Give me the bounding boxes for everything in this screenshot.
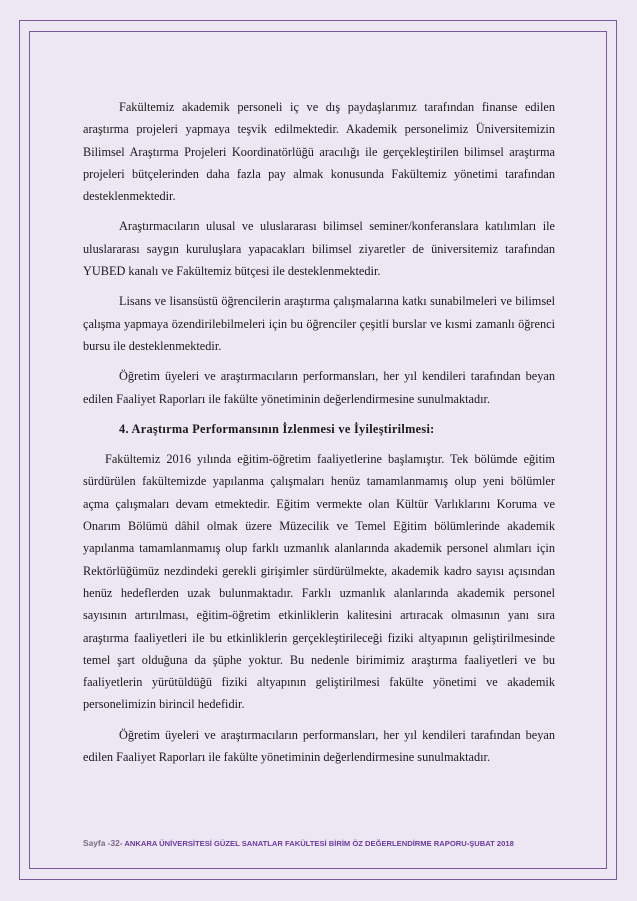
paragraph-performance-reports: Öğretim üyeleri ve araştırmacıların performansları, her yıl kendileri tarafından beyan edilen Faaliyet Raporları ile fakülte yönetiminin değerlendirmesine sunulmaktadır.	[83, 727, 555, 765]
paragraph-conference-support: Araştırmacıların ulusal ve uluslararası bilimsel seminer/konferanslara katılımları ile uluslararası saygın kuruluşlara yapacakları bilimsel ziyaretler de üniversitemiz tarafından YUBED kanalı ve Fakültemiz bütçesi ile desteklenmektedir.	[83, 219, 555, 279]
page-number: Sayfa -32-	[83, 838, 123, 848]
paragraph-activity-reports: Öğretim üyeleri ve araştırmacıların performansları, her yıl kendileri tarafından beyan edilen Faaliyet Raporları ile fakülte yönetiminin değerlendirmesine sunulmaktadır.	[83, 369, 555, 406]
document-body	[83, 96, 555, 776]
paragraph-student-scholarships: Lisans ve lisansüstü öğrencilerin araştırma çalışmalarına katkı sunabilmeleri ve bilimsel çalışma yapmaya özendirilebilmeleri için bu öğrenciler çeşitli burslar ve kısmi zamanlı öğrenci bursu ile desteklenmektedir.	[83, 294, 555, 353]
page-footer	[83, 838, 563, 848]
section-heading: 4. Araştırma Performansının İzlenmesi ve İyileştirilmesi:	[119, 421, 435, 436]
report-title: ANKARA ÜNİVERSİTESİ GÜZEL SANATLAR FAKÜLTESİ BİRİM ÖZ DEĞERLENDİRME RAPORU-ŞUBAT 2018	[124, 839, 514, 848]
paragraph-faculty-structure: Fakültemiz 2016 yılında eğitim-öğretim faaliyetlerine başlamıştır. Tek bölümde eğitim sürdürülen fakültemizde yapılanma çalışmaları henüz tamamlanmamış olup yeni bölümler açma çalışmaları devam etmektedir. Eğitim vermekte olan Kültür Varlıklarını Koruma ve Onarım Bölümü dâhil olmak üzere Müzecilik ve Temel Eğitim bölümlerinde akademik yapılanma tamamlanmamış olup farklı uzmanlık alanlarında akademik personel alımları için Rektörlüğümüz nezdindeki gerekli girişimler sürdürülmekte, akademik kadro sayısı açısından henüz hedeflerden uzak bulunmaktadır. Farklı uzmanlık alanlarında akademik personel sayısının artırılması, eğitim-öğretim etkinliklerin kalitesini artıracak olmasının yanı sıra araştırma faaliyetleri ile bu etkinliklerin gerçekleştirileceği fiziki altyapının geliştirilmesinde temel şart olduğuna da şüphe yoktur. Bu nedenle birimimiz araştırma faaliyetleri ve bu faaliyetlerin yürütüldüğü fiziki altyapının geliştirilmesi fakülte yönetimi ve akademik personelimizin birincil hedefidir.	[83, 452, 555, 712]
paragraph-research-funding: Fakültemiz akademik personeli iç ve dış paydaşlarımız tarafından finanse edilen araştırma projeleri yapmaya teşvik edilmektedir. Akademik personelimiz Üniversitemizin Bilimsel Araştırma Projeleri Koordinatörlüğü aracılığı ile gerçekleştirilen bilimsel araştırma projeleri bütçelerinden daha fazla pay almak konusunda Fakültemiz yönetimi tarafından desteklenmektedir.	[83, 100, 555, 204]
